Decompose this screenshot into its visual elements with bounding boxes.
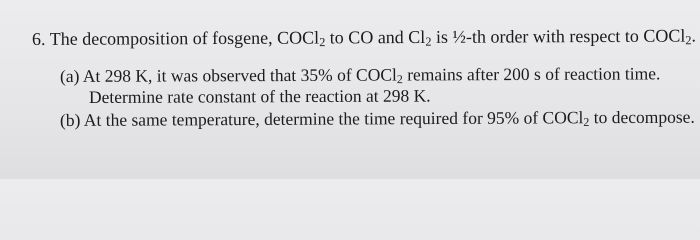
part-a-label: (a) xyxy=(59,65,80,86)
part-a-line: (a) At 298 K, it was observed that 35% of COCl$_2$ remains after 200 s of reaction time. xyxy=(59,63,661,87)
question-number: 6. xyxy=(31,28,46,49)
part-b-label: (b) xyxy=(59,109,81,130)
part-b-line: (b) At the same temperature, determine the time required for 95% of COCl$_2$ to decompose. xyxy=(59,106,695,130)
part-a-continuation: Determine rate constant of the reaction at 298 K. xyxy=(88,85,431,107)
question-title: 6. The decomposition of fosgene, COCl$_2$ to CO and $Cl_2$ is ½-th order with respect to COCl$_2$. xyxy=(31,25,697,50)
